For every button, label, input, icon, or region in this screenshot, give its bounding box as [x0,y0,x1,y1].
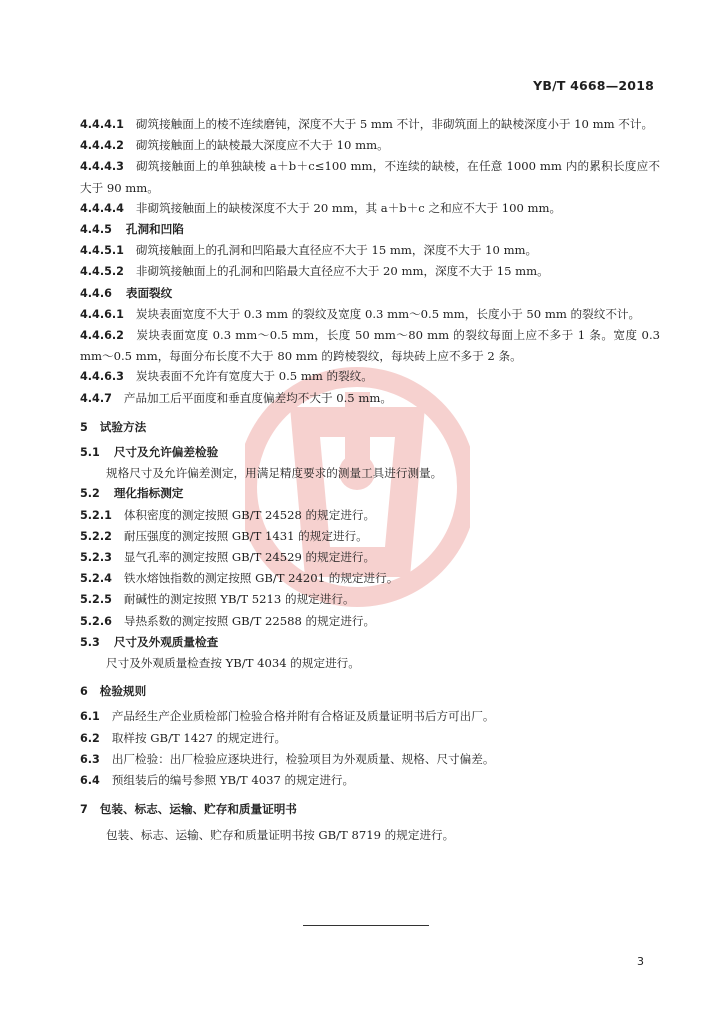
clause-4-4-6-3: 4.4.6.3 炭块表面不允许有宽度大于 0.5 mm 的裂纹。 [80,369,373,384]
clause-5-2-6: 5.2.6 导热系数的测定按照 GB/T 22588 的规定进行。 [80,613,376,628]
section-5-heading: 5 试验方法 [80,419,147,434]
clause-4-4-5-2: 4.4.5.2 非砌筑接触面上的孔洞和凹陷最大直径应不大于 20 mm，深度不大于 15 mm。 [80,264,549,279]
clause-4-4-6-1: 4.4.6.1 炭块表面宽度不大于 0.3 mm 的裂纹及宽度 0.3 mm～0.5 mm，长度小于 50 mm 的裂纹不计。 [80,306,641,321]
clause-4-4-4-2: 4.4.4.2 砌筑接触面上的缺棱最大深度应不大于 10 mm。 [80,138,389,153]
document-body [80,114,660,845]
clause-5-3-body: 尺寸及外观质量检查按 YB/T 4034 的规定进行。 [106,656,360,671]
clause-6-4: 6.4 预组装后的编号参照 YB/T 4037 的规定进行。 [80,773,355,788]
standard-number: YB/T 4668—2018 [533,78,654,93]
clause-6-2: 6.2 取样按 GB/T 1427 的规定进行。 [80,730,287,745]
heading-5-2: 5.2 理化指标测定 [80,486,184,501]
clause-7-body: 包装、标志、运输、贮存和质量证明书按 GB/T 8719 的规定进行。 [106,827,455,842]
heading-4-4-6: 4.4.6 表面裂纹 [80,285,173,300]
clause-5-2-4: 5.2.4 铁水熔蚀指数的测定按照 GB/T 24201 的规定进行。 [80,571,399,586]
clause-4-4-4-3: 4.4.4.3 砌筑接触面上的单独缺棱 a＋b＋c≤100 mm，不连续的缺棱，在任意 1000 mm 内的累积长度应不大于 90 mm。 [80,159,660,195]
footer-divider [303,925,429,926]
clause-6-1: 6.1 产品经生产企业质检部门检验合格并附有合格证及质量证明书后方可出厂。 [80,709,495,724]
clause-5-2-5: 5.2.5 耐碱性的测定按照 YB/T 5213 的规定进行。 [80,592,355,607]
clause-5-2-1: 5.2.1 体积密度的测定按照 GB/T 24528 的规定进行。 [80,507,376,522]
clause-4-4-6-2: 4.4.6.2 炭块表面宽度 0.3 mm～0.5 mm，长度 50 mm～80 mm 的裂纹每面上应不多于 1 条。宽度 0.3 mm～0.5 mm，每面分布长度不大于 80 mm 的跨棱裂纹，每块砖上应不多于 2 条。 [80,328,660,364]
heading-4-4-5: 4.4.5 孔洞和凹陷 [80,222,184,237]
clause-6-3: 6.3 出厂检验：出厂检验应逐块进行，检验项目为外观质量、规格、尺寸偏差。 [80,751,495,766]
clause-5-1-body: 规格尺寸及允许偏差测定，用满足精度要求的测量工具进行测量。 [106,466,443,481]
section-7-heading: 7 包装、标志、运输、贮存和质量证明书 [80,802,297,817]
section-6-heading: 6 检验规则 [80,684,147,699]
clause-5-2-3: 5.2.3 显气孔率的测定按照 GB/T 24529 的规定进行。 [80,550,376,565]
heading-5-3: 5.3 尺寸及外观质量检查 [80,634,219,649]
page-number: 3 [637,955,644,968]
clause-5-2-2: 5.2.2 耐压强度的测定按照 GB/T 1431 的规定进行。 [80,528,368,543]
clause-4-4-4-4: 4.4.4.4 非砌筑接触面上的缺棱深度不大于 20 mm，其 a＋b＋c 之和应不大于 100 mm。 [80,200,562,215]
clause-4-4-7: 4.4.7 产品加工后平面度和垂直度偏差均不大于 0.5 mm。 [80,390,392,405]
clause-4-4-5-1: 4.4.5.1 砌筑接触面上的孔洞和凹陷最大直径应不大于 15 mm，深度不大于 10 mm。 [80,243,538,258]
clause-4-4-4-1: 4.4.4.1 砌筑接触面上的棱不连续磨钝，深度不大于 5 mm 不计，非砌筑面上的缺棱深度小于 10 mm 不计。 [80,117,654,131]
heading-5-1: 5.1 尺寸及允许偏差检验 [80,445,219,460]
